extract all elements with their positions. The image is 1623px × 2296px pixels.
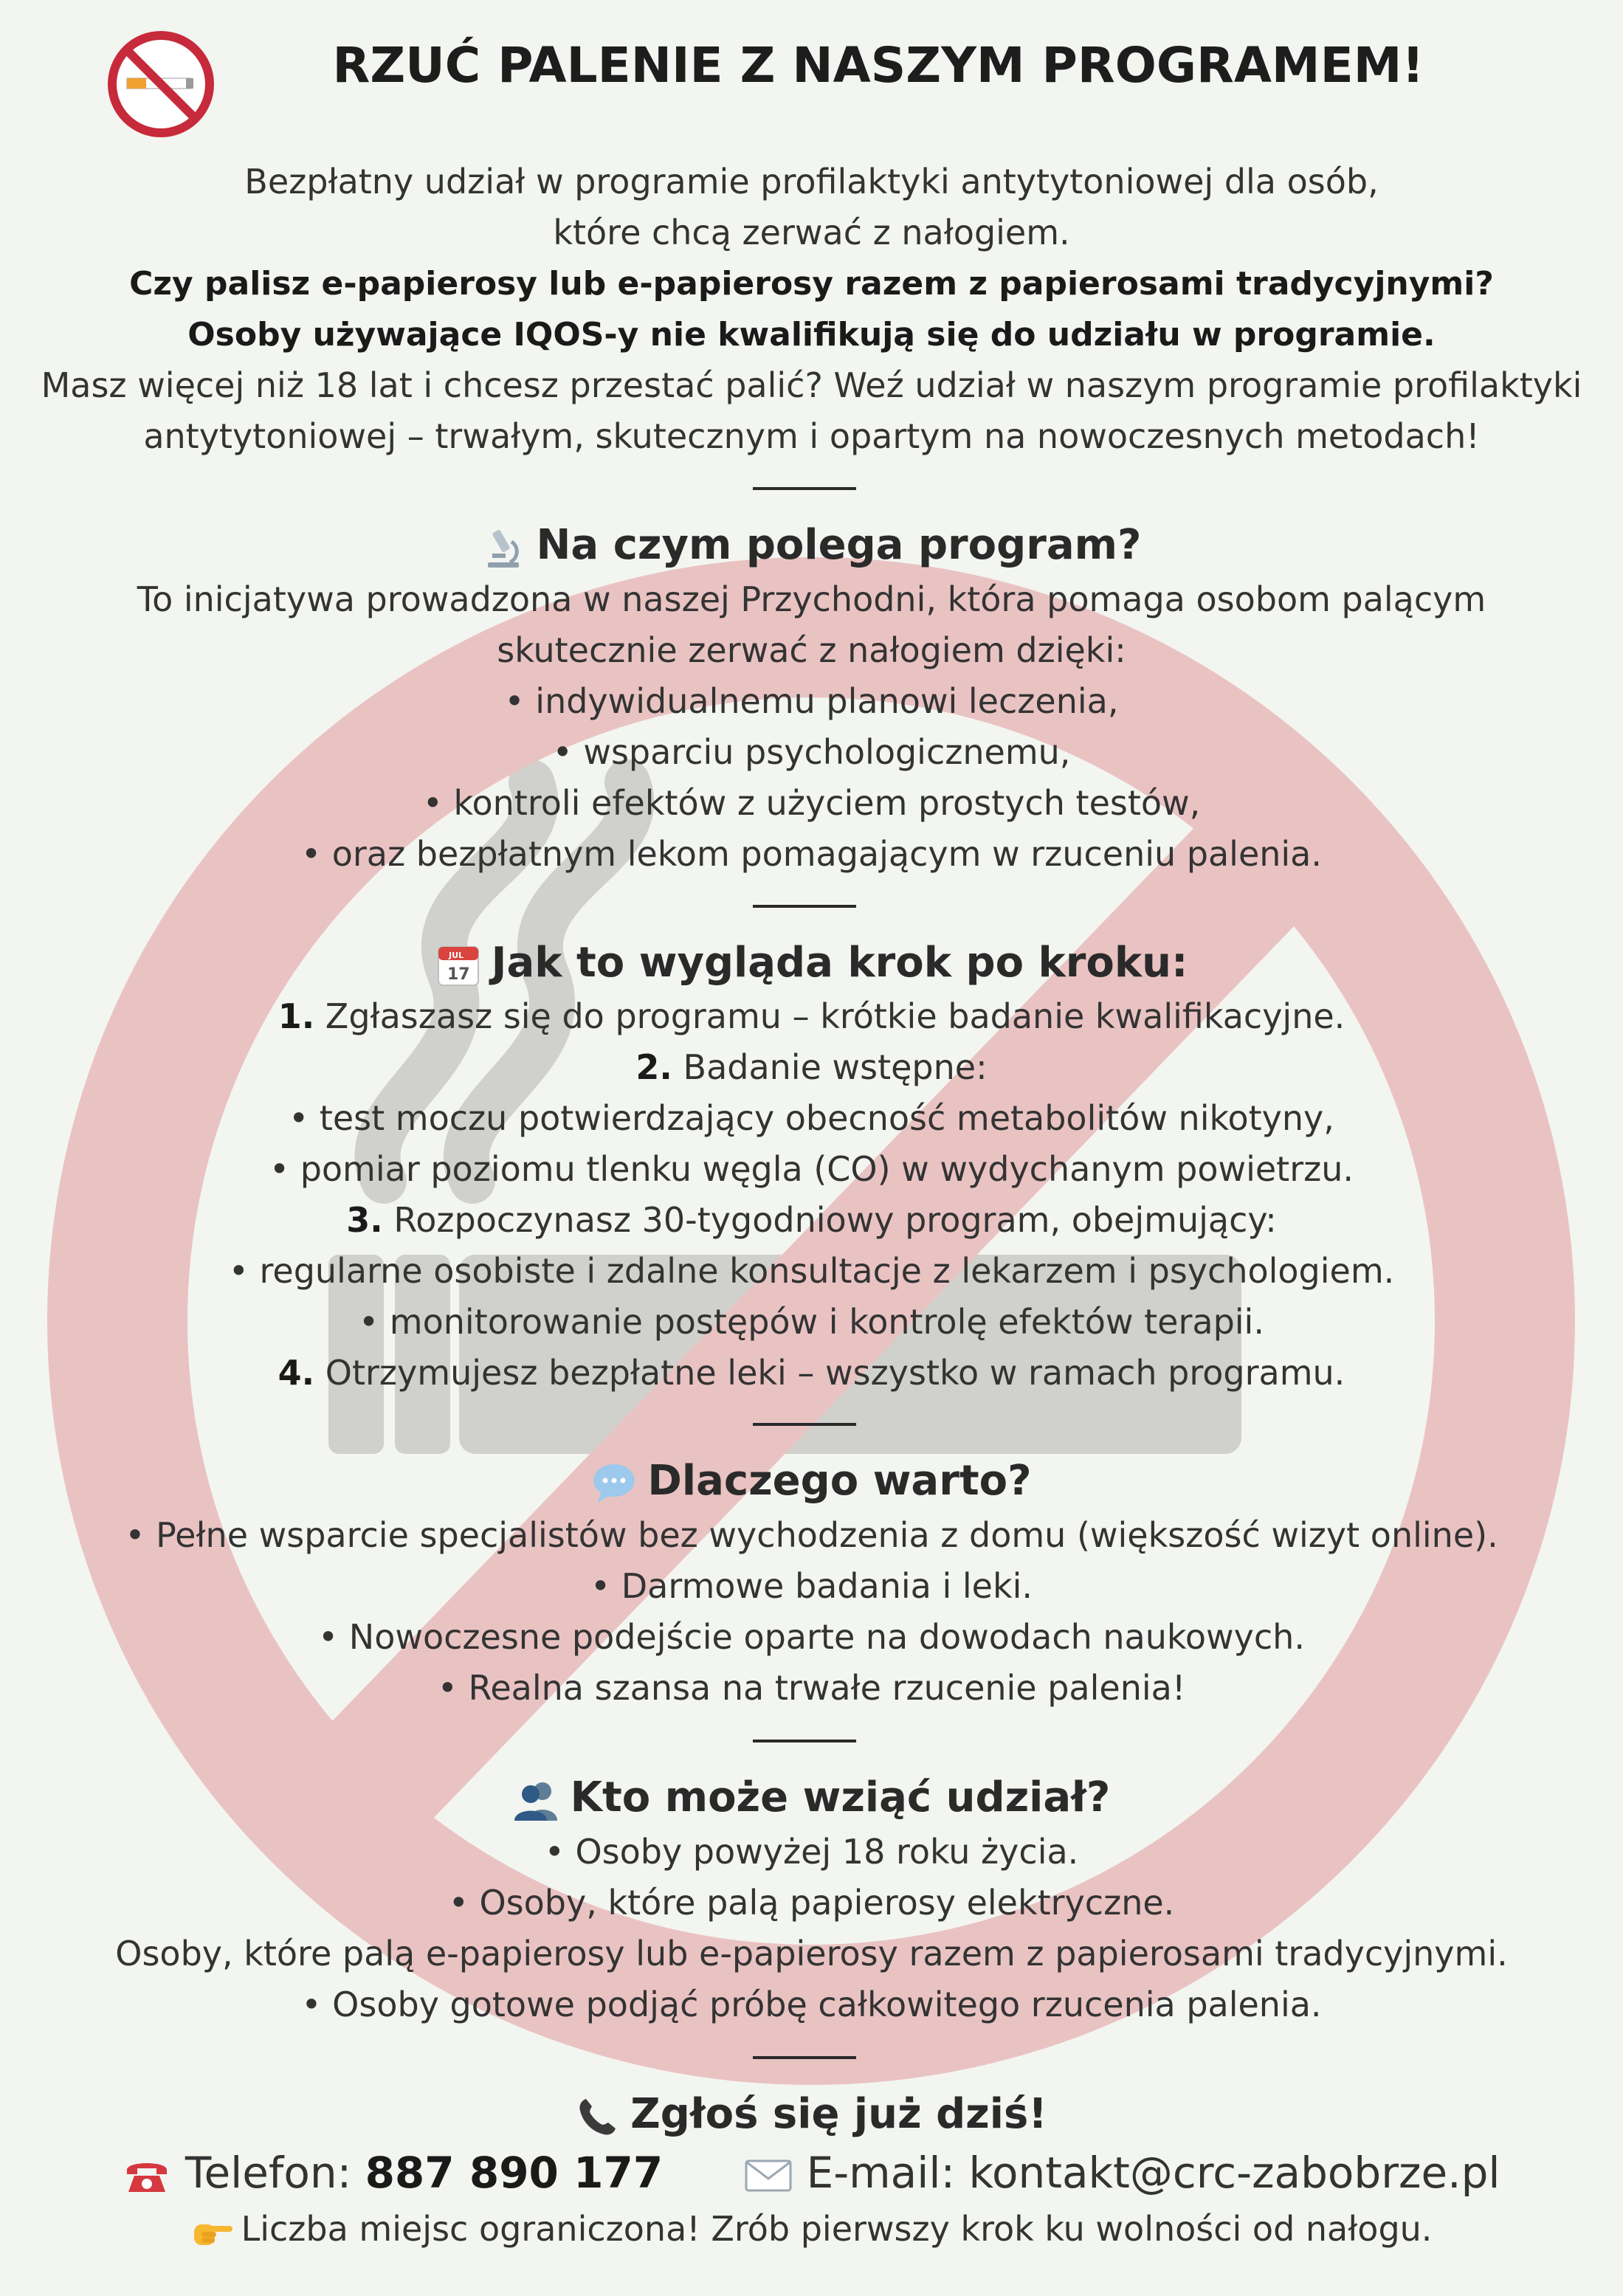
- divider: [753, 905, 856, 908]
- step-number: 4.: [278, 1353, 315, 1393]
- who-line: Osoby, które palą e-papierosy lub e-papierosy razem z papierosami tradycyjnymi.: [115, 1934, 1508, 1973]
- speech-bubble-icon: [591, 1461, 637, 1506]
- intro-line: Masz więcej niż 18 lat i chcesz przestać palić? Weź udział w naszym programie profilaktyki: [41, 365, 1582, 405]
- closing-note-line: [30, 2204, 1593, 2255]
- step-4: [30, 1348, 1593, 1399]
- phone-number[interactable]: 887 890 177: [365, 2148, 664, 2198]
- calendar-day: 17: [447, 965, 470, 984]
- phone-receiver-icon: [576, 2095, 620, 2139]
- intro-line: antytytoniowej – trwałym, skutecznym i opartym na nowoczesnych metodach!: [143, 416, 1480, 456]
- program-bullet: • kontroli efektów z użyciem prostych testów,: [422, 783, 1201, 823]
- who-bullet: • Osoby powyżej 18 roku życia.: [544, 1832, 1079, 1872]
- who-bullet: • Osoby, które palą papierosy elektryczne.: [448, 1883, 1175, 1923]
- why-list: [30, 1510, 1593, 1714]
- intro-line: Bezpłatny udział w programie profilaktyki antytytoniowej dla osób,: [244, 162, 1379, 201]
- step-3-item: • monitorowanie postępów i kontrolę efektów terapii.: [359, 1302, 1264, 1342]
- section-heading-who: [30, 1771, 1593, 1825]
- closing-note: [30, 2204, 1593, 2255]
- step-text: Badanie wstępne:: [672, 1047, 988, 1087]
- step-text: Otrzymujesz bezpłatne leki – wszystko w ramach programu.: [314, 1353, 1345, 1393]
- program-line: skutecznie zerwać z nałogiem dzięki:: [497, 630, 1126, 670]
- email-link[interactable]: kontakt@crc-zabobrze.pl: [968, 2148, 1500, 2198]
- section-heading-contact-label: Zgłoś się już dziś!: [630, 2090, 1047, 2138]
- who-bullet: • Osoby gotowe podjąć próbę całkowitego rzucenia palenia.: [301, 1985, 1322, 2024]
- program-bullet: • oraz bezpłatnym lekom pomagającym w rzuceniu palenia.: [301, 834, 1322, 874]
- step-2-item: • test moczu potwierdzający obecność metabolitów nikotyny,: [289, 1098, 1334, 1138]
- step-text: Zgłaszasz się do programu – krótkie badanie kwalifikacyjne.: [314, 996, 1345, 1036]
- intro-bold-line: Osoby używające IQOS-y nie kwalifikują się do udziału w programie.: [187, 316, 1436, 354]
- step-text: Rozpoczynasz 30-tygodniowy program, obejmujący:: [382, 1200, 1277, 1240]
- step-1: [30, 991, 1593, 1042]
- step-3: [30, 1195, 1593, 1246]
- section-heading-why-label: Dlaczego warto?: [647, 1457, 1032, 1505]
- step-number: 3.: [346, 1200, 383, 1240]
- calendar-icon: [435, 942, 481, 988]
- why-bullet: • Darmowe badania i leki.: [590, 1566, 1033, 1606]
- pointing-hand-icon: [191, 2216, 234, 2248]
- step-number: 2.: [635, 1047, 672, 1087]
- program-bullet: • wsparciu psychologicznemu,: [552, 732, 1071, 772]
- who-list: [30, 1827, 1593, 2030]
- intro-block: [30, 156, 1593, 462]
- section-heading-steps: [30, 936, 1593, 990]
- closing-note-text: Liczba miejsc ograniczona! Zrób pierwszy krok ku wolności od nałogu.: [241, 2209, 1433, 2249]
- section-heading-program: [30, 518, 1593, 573]
- section-heading-program-label: Na czym polega program?: [536, 521, 1142, 569]
- why-bullet: • Realna szansa na trwałe rzucenie palenia!: [437, 1668, 1186, 1708]
- contact-details: [30, 2145, 1593, 2201]
- intro-bold-line: Czy palisz e-papierosy lub e-papierosy razem z papierosami tradycyjnymi?: [129, 265, 1494, 303]
- steps-list: [30, 991, 1593, 1399]
- section-heading-who-label: Kto może wziąć udział?: [570, 1773, 1111, 1821]
- program-description: [30, 574, 1593, 880]
- program-line: To inicjatywa prowadzona w naszej Przychodni, która pomaga osobom palącym: [137, 579, 1486, 619]
- phone-label: Telefon:: [185, 2148, 365, 2198]
- program-bullet: • indywidualnemu planowi leczenia,: [504, 681, 1119, 721]
- step-2-item: • pomiar poziomu tlenku węgla (CO) w wydychanym powietrzu.: [269, 1149, 1354, 1189]
- divider: [753, 1423, 856, 1426]
- section-heading-why: [30, 1454, 1593, 1509]
- telephone-icon: [123, 2157, 171, 2195]
- step-number: 1.: [278, 996, 315, 1036]
- step-3-item: • regularne osobiste i zdalne konsultacje z lekarzem i psychologiem.: [228, 1251, 1395, 1291]
- email-label: E-mail:: [806, 2148, 969, 2198]
- page-title: RZUĆ PALENIE Z NASZYM PROGRAMEM!: [332, 37, 1424, 94]
- envelope-icon: [744, 2158, 793, 2193]
- calendar-month: JUL: [448, 950, 464, 960]
- people-icon: [513, 1778, 560, 1822]
- divider: [753, 487, 856, 490]
- no-smoking-icon: [103, 27, 218, 142]
- why-bullet: • Nowoczesne podejście oparte na dowodach naukowych.: [318, 1617, 1305, 1657]
- section-heading-contact: [30, 2087, 1593, 2142]
- intro-line: które chcą zerwać z nałogiem.: [553, 213, 1070, 252]
- step-2: [30, 1042, 1593, 1093]
- section-heading-steps-label: Jak to wygląda krok po kroku:: [491, 939, 1188, 987]
- why-bullet: • Pełne wsparcie specjalistów bez wychodzenia z domu (większość wizyt online).: [125, 1515, 1498, 1555]
- divider: [753, 2056, 856, 2059]
- microscope-icon: [482, 525, 526, 570]
- divider: [753, 1740, 856, 1742]
